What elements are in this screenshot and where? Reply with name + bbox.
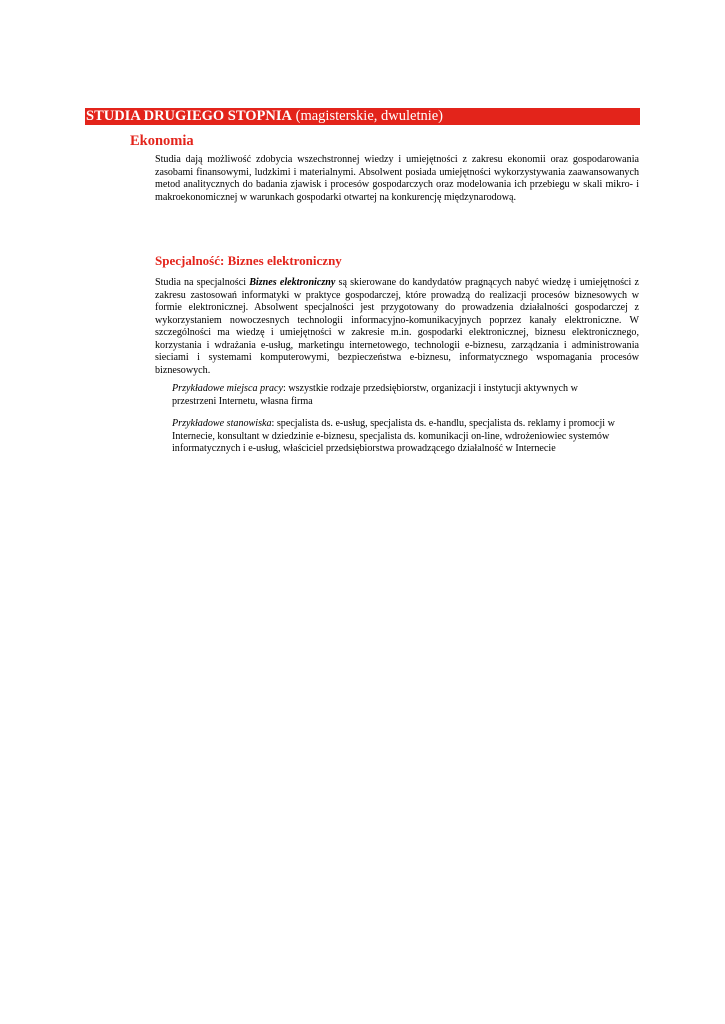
field-heading: Ekonomia [130, 133, 194, 149]
example-workplaces [172, 383, 622, 408]
positions-text: : specjalista ds. e-usług, specjalista ds. e-handlu, specjalista ds. reklamy i promocji w Internecie, konsultant w dziedzinie e-biznesu, specjalista ds. komunikacji on-line, wdrożeniowiec systemów informatycznych i e-usług, właściciel przedsiębiorstwa prowadzącego działalność w Internecie [172, 418, 615, 454]
workplaces-label: Przykładowe miejsca pracy [172, 383, 284, 394]
specialty-heading: Specjalność: Biznes elektroniczny [155, 253, 342, 268]
workplaces-text: : wszystkie rodzaje przedsiębiorstw, organizacji i instytucji aktywnych w przestrzeni Internetu, własna firma [172, 383, 578, 407]
field-description: Studia dają możliwość zdobycia wszechstronnej wiedzy i umiejętności z zakresu ekonomii oraz gospodarowania zasobami finansowymi, ludzkimi i materialnymi. Absolwent posiada umiejętności wykorzystywania zaawansowanych metod analitycznych do badania zjawisk i procesów gospodarczych oraz modelowania ich przebiegu w skali mikro- i makroekonomicznej w warunkach gospodarki otwartej na konkurencję międzynarodową. [155, 154, 639, 203]
specialty-description [155, 277, 639, 377]
specialty-name: Biznes elektroniczny [249, 277, 336, 288]
specialty-text-before: Studia na specjalności [155, 277, 250, 288]
header-title-bold: STUDIA DRUGIEGO STOPNIA [86, 108, 293, 124]
header-title-rest: (magisterskie, dwuletnie) [292, 108, 444, 124]
example-positions [172, 418, 622, 456]
section-header-bar [85, 108, 640, 125]
positions-label: Przykładowe stanowiska [172, 418, 272, 429]
specialty-text-after: są skierowane do kandydatów pragnących nabyć wiedzę i umiejętności z zakresu zastosowań informatyki w praktyce gospodarczej, które prowadzą do realizacji procesów biznesowych w formie elektronicznej. Absolwent specjalności jest przygotowany do prowadzenia działalności gospodarczej z wykorzystaniem nowoczesnych technologii informacyjno-komunikacyjnych poprzez kanały elektroniczne. W szczególności ma wiedzę i umiejętności w zakresie m.in. gospodarki elektronicznej, biznesu elektronicznego, korzystania i wdrażania e-usług, marketingu internetowego, technologii e-biznesu, zarządzania i administrowania sieciami i systemami komputerowymi, bezpieczeństwa e-biznesu, informatycznego wspomagania procesów biznesowych. [155, 277, 639, 376]
